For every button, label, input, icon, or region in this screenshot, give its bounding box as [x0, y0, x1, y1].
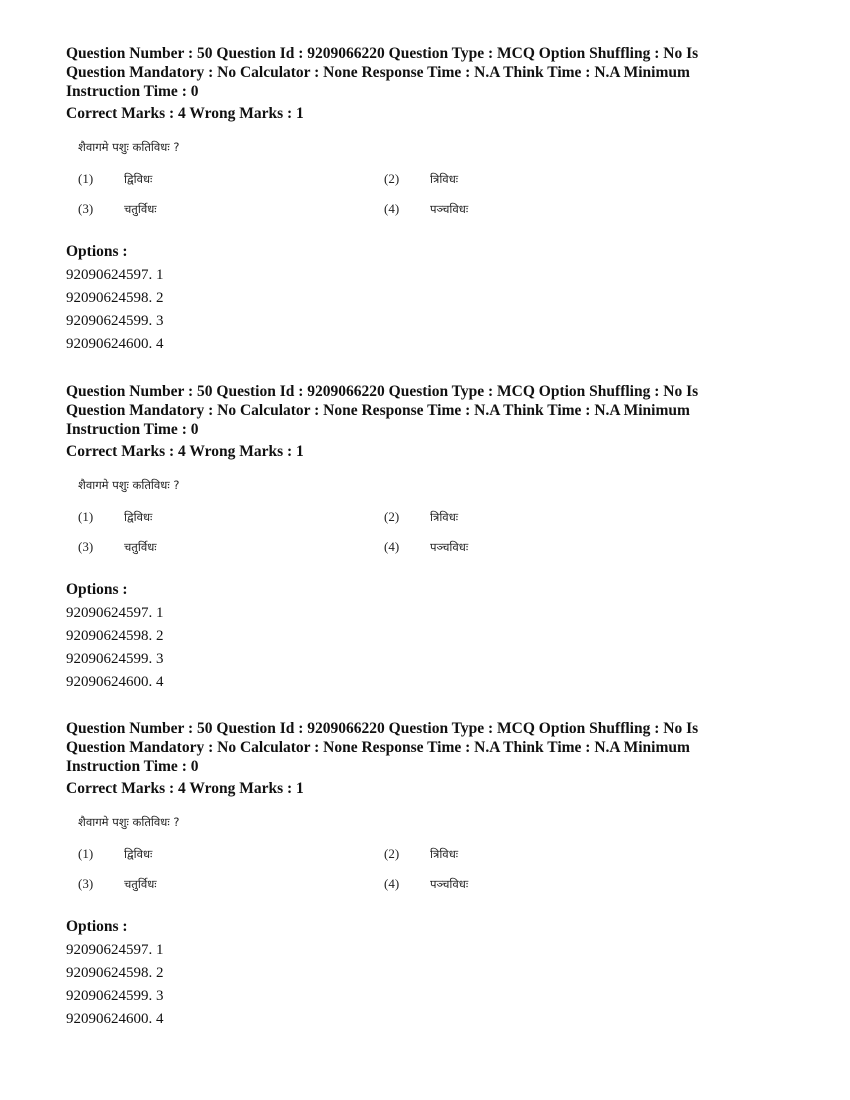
question-block-1 [66, 44, 786, 356]
choice-number: (1) [78, 171, 94, 186]
choice-number: (3) [78, 539, 94, 554]
question-block-2 [66, 382, 786, 694]
question-header-line2: Question Mandatory : No Calculator : None Response Time : N.A Think Time : N.A Minimum [66, 64, 690, 81]
choice-number: (1) [78, 509, 94, 524]
question-header-line3: Instruction Time : 0 [66, 758, 199, 775]
choice-text: त्रिविधः [430, 510, 459, 524]
choice-text: त्रिविधः [430, 847, 459, 861]
marks-line: Correct Marks : 4 Wrong Marks : 1 [66, 780, 304, 797]
choice-text: द्विविधः [124, 847, 153, 861]
choice-number: (3) [78, 201, 94, 216]
marks-line: Correct Marks : 4 Wrong Marks : 1 [66, 443, 304, 460]
option-line: 92090624598. 2 [66, 290, 164, 306]
option-line: 92090624599. 3 [66, 313, 164, 329]
choice-text: चतुर्विधः [124, 202, 157, 216]
options-label: Options : [66, 243, 128, 260]
choice-number: (1) [78, 846, 94, 861]
choice-number: (4) [384, 539, 400, 554]
option-line: 92090624598. 2 [66, 965, 164, 981]
choice-row [78, 171, 786, 201]
choice-number: (4) [384, 201, 400, 216]
choice-text: पञ्चविधः [430, 877, 469, 891]
option-line: 92090624597. 1 [66, 605, 164, 621]
option-line: 92090624600. 4 [66, 1011, 164, 1027]
option-line: 92090624600. 4 [66, 674, 164, 690]
choice-text: द्विविधः [124, 172, 153, 186]
option-line: 92090624597. 1 [66, 942, 164, 958]
choice-number: (2) [384, 509, 400, 524]
question-text: शैवागमे पशुः कतिविधः ? [78, 815, 180, 829]
choice-number: (4) [384, 876, 400, 891]
question-header-line1: Question Number : 50 Question Id : 9209066220 Question Type : MCQ Option Shuffling : No Is [66, 45, 699, 62]
choice-row [78, 876, 786, 906]
question-text: शैवागमे पशुः कतिविधः ? [78, 140, 180, 154]
option-line: 92090624598. 2 [66, 628, 164, 644]
question-header-line2: Question Mandatory : No Calculator : None Response Time : N.A Think Time : N.A Minimum [66, 402, 690, 419]
choice-row [78, 509, 786, 539]
options-label: Options : [66, 581, 128, 598]
choice-number: (2) [384, 846, 400, 861]
options-label: Options : [66, 918, 128, 935]
question-header-line3: Instruction Time : 0 [66, 421, 199, 438]
option-line: 92090624599. 3 [66, 988, 164, 1004]
choice-number: (2) [384, 171, 400, 186]
choice-row [78, 201, 786, 231]
question-header-line1: Question Number : 50 Question Id : 9209066220 Question Type : MCQ Option Shuffling : No Is [66, 720, 699, 737]
choice-text: पञ्चविधः [430, 202, 469, 216]
option-line: 92090624600. 4 [66, 336, 164, 352]
choice-text: पञ्चविधः [430, 540, 469, 554]
question-block-3 [66, 719, 786, 1031]
choice-row [78, 846, 786, 876]
question-header-line3: Instruction Time : 0 [66, 83, 199, 100]
option-line: 92090624597. 1 [66, 267, 164, 283]
choice-row [78, 539, 786, 569]
choice-text: द्विविधः [124, 510, 153, 524]
choice-text: त्रिविधः [430, 172, 459, 186]
question-header-line2: Question Mandatory : No Calculator : None Response Time : N.A Think Time : N.A Minimum [66, 739, 690, 756]
question-header-line1: Question Number : 50 Question Id : 9209066220 Question Type : MCQ Option Shuffling : No Is [66, 383, 699, 400]
choice-number: (3) [78, 876, 94, 891]
choice-text: चतुर्विधः [124, 877, 157, 891]
marks-line: Correct Marks : 4 Wrong Marks : 1 [66, 105, 304, 122]
choice-text: चतुर्विधः [124, 540, 157, 554]
option-line: 92090624599. 3 [66, 651, 164, 667]
question-text: शैवागमे पशुः कतिविधः ? [78, 478, 180, 492]
